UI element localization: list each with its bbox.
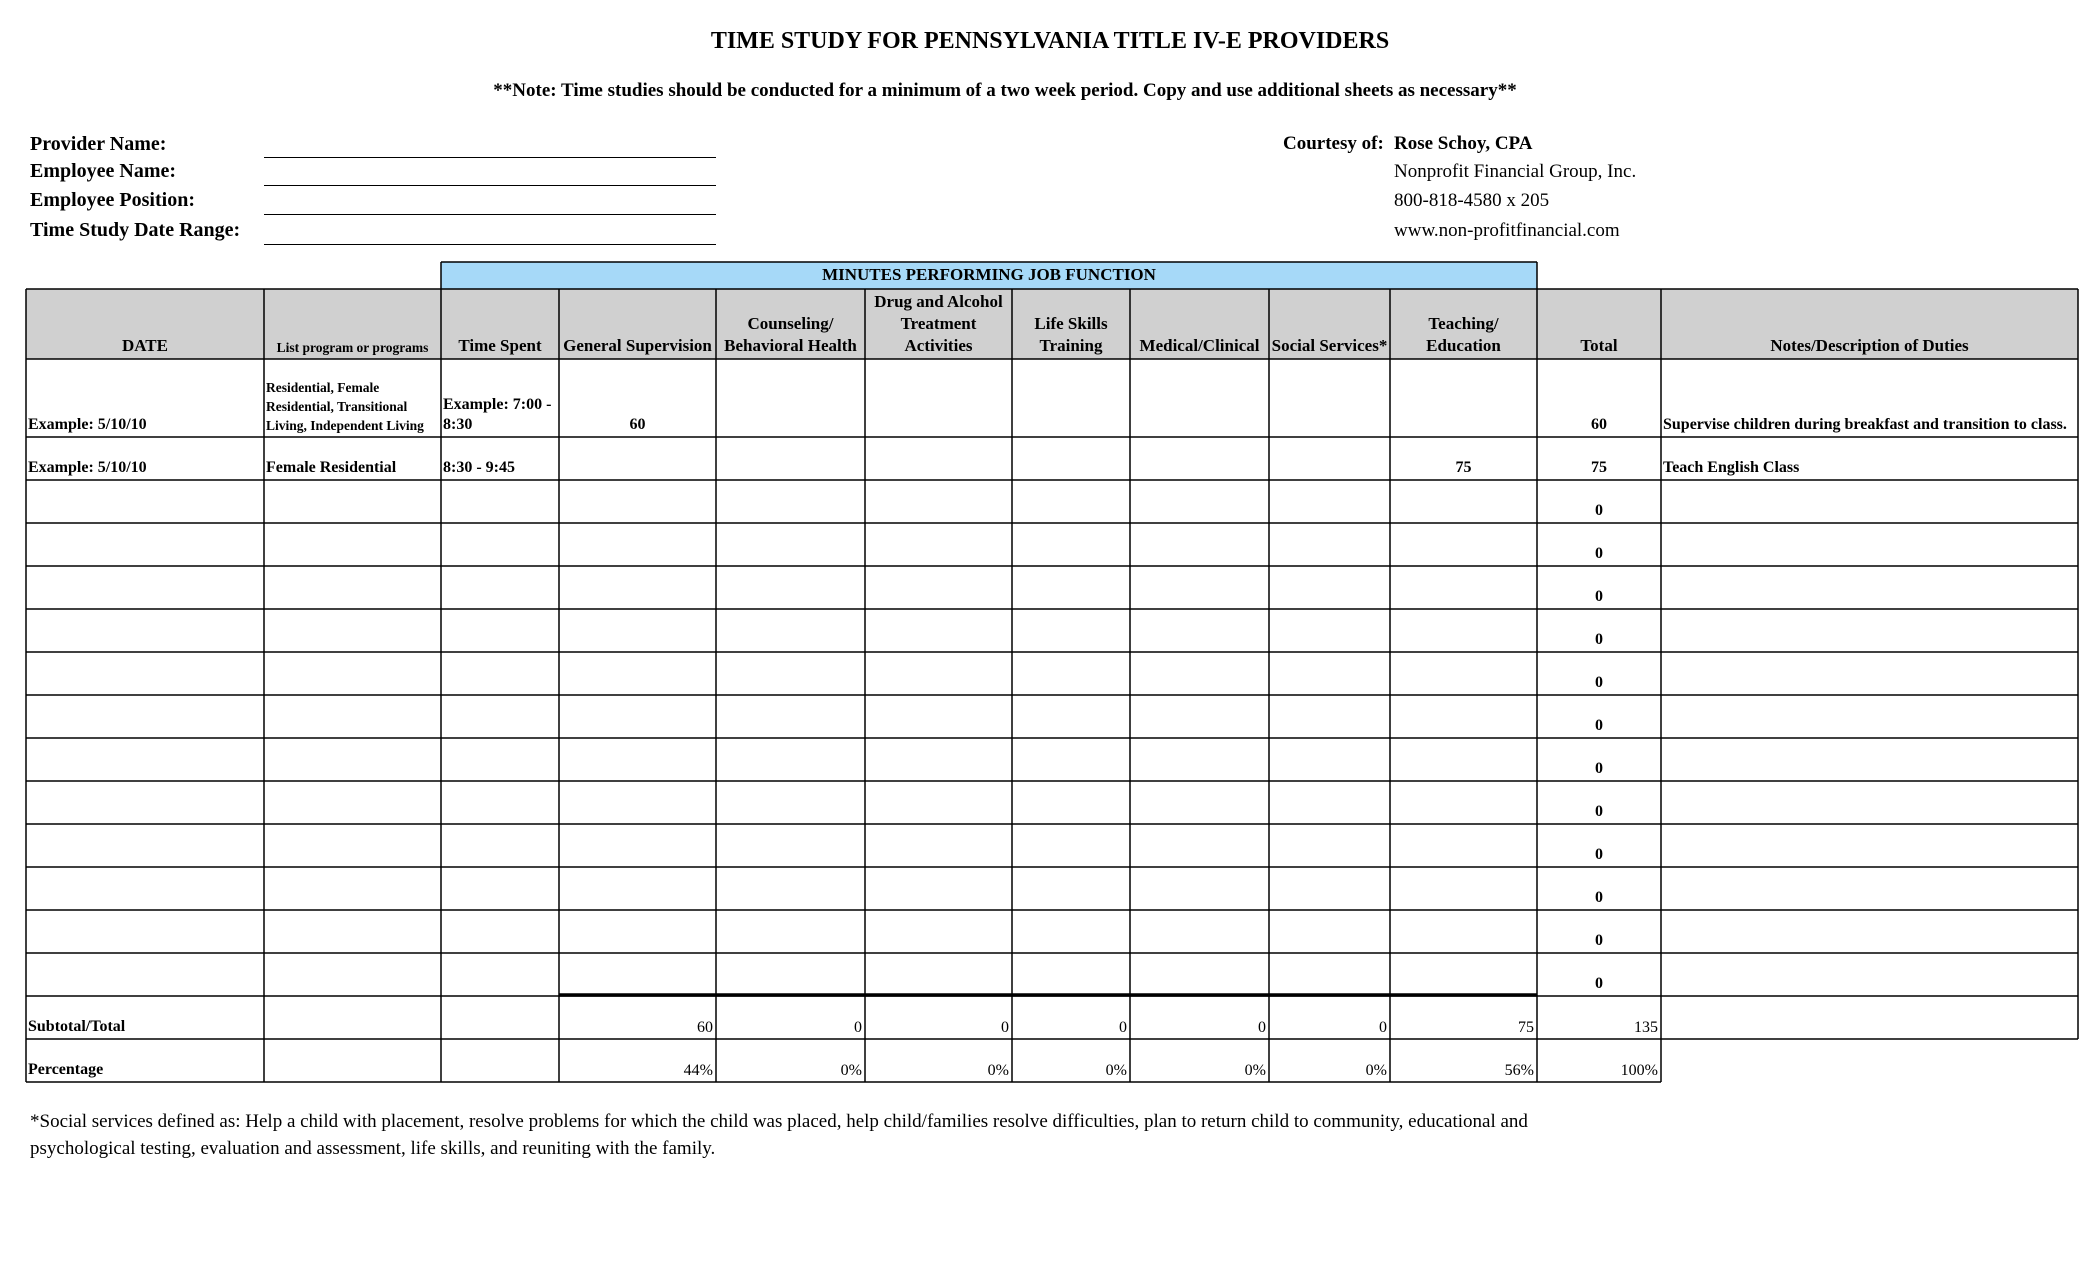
col-header-life-skills: Life Skills Training (1034, 314, 1108, 355)
subtotal-general-supervision: 60 (697, 1019, 713, 1036)
entry-general-supervision[interactable] (559, 652, 716, 695)
entry-teaching[interactable] (1390, 652, 1537, 695)
entry-drug-alcohol[interactable] (865, 910, 1012, 953)
percentage-social-services: 0% (1365, 1062, 1387, 1079)
entry-notes[interactable] (1661, 652, 2078, 695)
subtotal-medical-clinical: 0 (1258, 1019, 1266, 1036)
entry-counseling[interactable] (716, 609, 865, 652)
entry-time-spent[interactable] (441, 480, 559, 523)
subtotal-life-skills: 0 (1119, 1019, 1127, 1036)
row-total: 0 (1595, 803, 1603, 820)
entry-time-spent[interactable] (441, 824, 559, 867)
example-programs[interactable]: Residential, Female Residential, Transitional Living, Independent Living (266, 380, 424, 433)
col-header-total: Total (1580, 336, 1618, 355)
row-total: 0 (1595, 760, 1603, 777)
example-general-supervision[interactable]: 60 (629, 416, 646, 433)
footnote: *Social services defined as: Help a child with placement, resolve problems for which the child was placed, help child/families resolve difficulties, plan to return child to community, educational and psychological testing, evaluation and assessment, life skills, and reuniting with the family. (30, 1111, 1528, 1159)
entry-medical-clinical[interactable] (1130, 953, 1269, 996)
example-date[interactable]: Example: 5/10/10 (28, 416, 147, 433)
entry-counseling[interactable] (716, 523, 865, 566)
subtotal-drug-alcohol: 0 (1001, 1019, 1009, 1036)
subtotal-counseling: 0 (854, 1019, 862, 1036)
entry-notes[interactable] (1661, 480, 2078, 523)
entry-social-services[interactable] (1269, 652, 1390, 695)
entry-counseling[interactable] (716, 953, 865, 996)
entry-social-services[interactable] (1269, 781, 1390, 824)
courtesy-phone: 800-818-4580 x 205 (1394, 190, 1550, 211)
entry-drug-alcohol[interactable] (865, 480, 1012, 523)
entry-teaching[interactable] (1390, 781, 1537, 824)
entry-date[interactable] (26, 910, 264, 953)
example-social-services[interactable] (1269, 359, 1390, 437)
courtesy-label: Courtesy of: (1283, 133, 1384, 154)
entry-date[interactable] (26, 523, 264, 566)
entry-social-services[interactable] (1269, 910, 1390, 953)
entry-notes[interactable] (1661, 695, 2078, 738)
entry-general-supervision[interactable] (559, 781, 716, 824)
entry-social-services[interactable] (1269, 738, 1390, 781)
entry-programs[interactable] (264, 824, 441, 867)
entry-notes[interactable] (1661, 781, 2078, 824)
row-total: 0 (1595, 717, 1603, 734)
entry-general-supervision[interactable] (559, 480, 716, 523)
entry-date[interactable] (26, 824, 264, 867)
col-header-counseling: Counseling/ Behavioral Health (724, 314, 857, 355)
entry-teaching[interactable] (1390, 953, 1537, 996)
entry-life-skills[interactable] (1012, 953, 1130, 996)
entry-date[interactable] (26, 738, 264, 781)
entry-teaching[interactable] (1390, 910, 1537, 953)
row-total: 0 (1595, 674, 1603, 691)
example-notes[interactable]: Teach English Class (1663, 459, 1800, 476)
entry-counseling[interactable] (716, 566, 865, 609)
entry-time-spent[interactable] (441, 910, 559, 953)
entry-time-spent[interactable] (441, 609, 559, 652)
entry-social-services[interactable] (1269, 480, 1390, 523)
entry-drug-alcohol[interactable] (865, 566, 1012, 609)
example-medical-clinical[interactable] (1130, 437, 1269, 480)
entry-general-supervision[interactable] (559, 738, 716, 781)
entry-programs[interactable] (264, 953, 441, 996)
entry-time-spent[interactable] (441, 523, 559, 566)
example-social-services[interactable] (1269, 437, 1390, 480)
entry-drug-alcohol[interactable] (865, 523, 1012, 566)
percentage-counseling: 0% (840, 1062, 862, 1079)
example-total: 60 (1591, 416, 1607, 433)
entry-notes[interactable] (1661, 910, 2078, 953)
employee-position-label: Employee Position: (30, 189, 195, 211)
example-teaching[interactable]: 75 (1455, 459, 1472, 476)
entry-teaching[interactable] (1390, 824, 1537, 867)
entry-date[interactable] (26, 480, 264, 523)
entry-social-services[interactable] (1269, 566, 1390, 609)
entry-life-skills[interactable] (1012, 824, 1130, 867)
entry-teaching[interactable] (1390, 480, 1537, 523)
entry-time-spent[interactable] (441, 867, 559, 910)
entry-counseling[interactable] (716, 910, 865, 953)
percentage-general-supervision: 44% (683, 1062, 713, 1079)
entry-notes[interactable] (1661, 566, 2078, 609)
example-programs[interactable]: Female Residential (266, 459, 397, 476)
entry-programs[interactable] (264, 652, 441, 695)
entry-teaching[interactable] (1390, 523, 1537, 566)
row-total: 0 (1595, 502, 1603, 519)
entry-drug-alcohol[interactable] (865, 609, 1012, 652)
entry-medical-clinical[interactable] (1130, 695, 1269, 738)
row-total: 0 (1595, 932, 1603, 949)
percentage-life-skills: 0% (1105, 1062, 1127, 1079)
entry-drug-alcohol[interactable] (865, 824, 1012, 867)
example-life-skills[interactable] (1012, 437, 1130, 480)
col-header-general-supervision: General Supervision (563, 336, 712, 355)
entry-programs[interactable] (264, 738, 441, 781)
row-total: 0 (1595, 846, 1603, 863)
entry-teaching[interactable] (1390, 695, 1537, 738)
example-total: 75 (1591, 459, 1607, 476)
row-total: 0 (1595, 631, 1603, 648)
entry-medical-clinical[interactable] (1130, 609, 1269, 652)
entry-medical-clinical[interactable] (1130, 824, 1269, 867)
example-drug-alcohol[interactable] (865, 437, 1012, 480)
entry-notes[interactable] (1661, 824, 2078, 867)
entry-programs[interactable] (264, 910, 441, 953)
col-header-drug-alcohol: Drug and Alcohol Treatment Activities (874, 292, 1003, 355)
entry-counseling[interactable] (716, 695, 865, 738)
page-title: TIME STUDY FOR PENNSYLVANIA TITLE IV-E PROVIDERS (710, 28, 1390, 54)
entry-medical-clinical[interactable] (1130, 738, 1269, 781)
percentage-drug-alcohol: 0% (987, 1062, 1009, 1079)
entry-general-supervision[interactable] (559, 910, 716, 953)
example-medical-clinical[interactable] (1130, 359, 1269, 437)
entry-time-spent[interactable] (441, 566, 559, 609)
entry-drug-alcohol[interactable] (865, 867, 1012, 910)
entry-life-skills[interactable] (1012, 738, 1130, 781)
entry-life-skills[interactable] (1012, 867, 1130, 910)
example-general-supervision[interactable] (559, 437, 716, 480)
col-header-social-services: Social Services* (1271, 336, 1388, 355)
entry-drug-alcohol[interactable] (865, 953, 1012, 996)
entry-life-skills[interactable] (1012, 480, 1130, 523)
entry-drug-alcohol[interactable] (865, 695, 1012, 738)
entry-time-spent[interactable] (441, 781, 559, 824)
entry-time-spent[interactable] (441, 738, 559, 781)
entry-time-spent[interactable] (441, 695, 559, 738)
entry-programs[interactable] (264, 867, 441, 910)
entry-time-spent[interactable] (441, 953, 559, 996)
entry-counseling[interactable] (716, 652, 865, 695)
entry-counseling[interactable] (716, 480, 865, 523)
entry-life-skills[interactable] (1012, 910, 1130, 953)
entry-life-skills[interactable] (1012, 523, 1130, 566)
entry-notes[interactable] (1661, 867, 2078, 910)
date-range-label: Time Study Date Range: (30, 219, 241, 241)
entry-programs[interactable] (264, 609, 441, 652)
entry-counseling[interactable] (716, 738, 865, 781)
entry-medical-clinical[interactable] (1130, 480, 1269, 523)
entry-general-supervision[interactable] (559, 695, 716, 738)
entry-medical-clinical[interactable] (1130, 867, 1269, 910)
percentage-teaching: 56% (1504, 1062, 1534, 1079)
entry-social-services[interactable] (1269, 609, 1390, 652)
subtotal-label: Subtotal/Total (28, 1018, 126, 1035)
entry-date[interactable] (26, 609, 264, 652)
percentage-total: 100% (1620, 1062, 1658, 1079)
col-header-notes: Notes/Description of Duties (1770, 336, 1969, 355)
entry-life-skills[interactable] (1012, 609, 1130, 652)
entry-social-services[interactable] (1269, 695, 1390, 738)
entry-notes[interactable] (1661, 609, 2078, 652)
col-header-teaching: Teaching/ Education (1426, 314, 1501, 355)
entry-date[interactable] (26, 867, 264, 910)
entry-counseling[interactable] (716, 867, 865, 910)
entry-social-services[interactable] (1269, 824, 1390, 867)
entry-general-supervision[interactable] (559, 566, 716, 609)
entry-programs[interactable] (264, 523, 441, 566)
banner-title: MINUTES PERFORMING JOB FUNCTION (822, 264, 1156, 284)
entry-social-services[interactable] (1269, 867, 1390, 910)
entry-social-services[interactable] (1269, 953, 1390, 996)
entry-programs[interactable] (264, 480, 441, 523)
entry-social-services[interactable] (1269, 523, 1390, 566)
entry-life-skills[interactable] (1012, 781, 1130, 824)
example-drug-alcohol[interactable] (865, 359, 1012, 437)
entry-general-supervision[interactable] (559, 523, 716, 566)
entry-teaching[interactable] (1390, 609, 1537, 652)
entry-medical-clinical[interactable] (1130, 910, 1269, 953)
col-header-time-spent: Time Spent (458, 336, 542, 355)
example-life-skills[interactable] (1012, 359, 1130, 437)
entry-counseling[interactable] (716, 824, 865, 867)
entry-general-supervision[interactable] (559, 824, 716, 867)
entry-date[interactable] (26, 566, 264, 609)
entry-life-skills[interactable] (1012, 652, 1130, 695)
row-total: 0 (1595, 545, 1603, 562)
employee-name-label: Employee Name: (30, 160, 177, 182)
entry-counseling[interactable] (716, 781, 865, 824)
entry-medical-clinical[interactable] (1130, 566, 1269, 609)
entry-notes[interactable] (1661, 738, 2078, 781)
courtesy-website[interactable]: www.non-profitfinancial.com (1394, 220, 1620, 241)
example-time-spent[interactable]: 8:30 - 9:45 (443, 459, 515, 476)
entry-life-skills[interactable] (1012, 566, 1130, 609)
entry-general-supervision[interactable] (559, 609, 716, 652)
entry-time-spent[interactable] (441, 652, 559, 695)
entry-programs[interactable] (264, 566, 441, 609)
entry-date[interactable] (26, 781, 264, 824)
entry-drug-alcohol[interactable] (865, 781, 1012, 824)
entry-teaching[interactable] (1390, 566, 1537, 609)
entry-life-skills[interactable] (1012, 695, 1130, 738)
percentage-label: Percentage (28, 1061, 104, 1078)
entry-medical-clinical[interactable] (1130, 652, 1269, 695)
entry-notes[interactable] (1661, 523, 2078, 566)
entry-date[interactable] (26, 695, 264, 738)
row-total: 0 (1595, 588, 1603, 605)
entry-programs[interactable] (264, 695, 441, 738)
subtotal-teaching: 75 (1518, 1019, 1534, 1036)
example-counseling[interactable] (716, 359, 865, 437)
subtotal-social-services: 0 (1379, 1019, 1387, 1036)
instruction-note: **Note: Time studies should be conducted for a minimum of a two week period. Copy and use additional sheets as necessary** (493, 80, 1517, 101)
col-header-date: DATE (122, 336, 168, 355)
example-date[interactable]: Example: 5/10/10 (28, 459, 147, 476)
entry-programs[interactable] (264, 781, 441, 824)
entry-date[interactable] (26, 953, 264, 996)
provider-name-label: Provider Name: (30, 133, 167, 155)
row-total: 0 (1595, 889, 1603, 906)
entry-medical-clinical[interactable] (1130, 781, 1269, 824)
entry-general-supervision[interactable] (559, 867, 716, 910)
courtesy-org: Nonprofit Financial Group, Inc. (1394, 161, 1637, 182)
example-teaching[interactable] (1390, 359, 1537, 437)
example-time-spent[interactable]: Example: 7:00 - 8:30 (443, 396, 552, 433)
row-total: 0 (1595, 975, 1603, 992)
percentage-medical-clinical: 0% (1244, 1062, 1266, 1079)
col-header-programs: List program or programs (276, 340, 429, 355)
entry-notes[interactable] (1661, 953, 2078, 996)
example-counseling[interactable] (716, 437, 865, 480)
col-header-medical-clinical: Medical/Clinical (1139, 336, 1260, 355)
entry-drug-alcohol[interactable] (865, 652, 1012, 695)
entry-drug-alcohol[interactable] (865, 738, 1012, 781)
subtotal-total: 135 (1634, 1019, 1658, 1036)
entry-teaching[interactable] (1390, 738, 1537, 781)
entry-general-supervision[interactable] (559, 953, 716, 996)
example-notes[interactable]: Supervise children during breakfast and transition to class. (1663, 416, 2067, 433)
entry-date[interactable] (26, 652, 264, 695)
entry-teaching[interactable] (1390, 867, 1537, 910)
courtesy-name: Rose Schoy, CPA (1394, 133, 1533, 154)
entry-medical-clinical[interactable] (1130, 523, 1269, 566)
